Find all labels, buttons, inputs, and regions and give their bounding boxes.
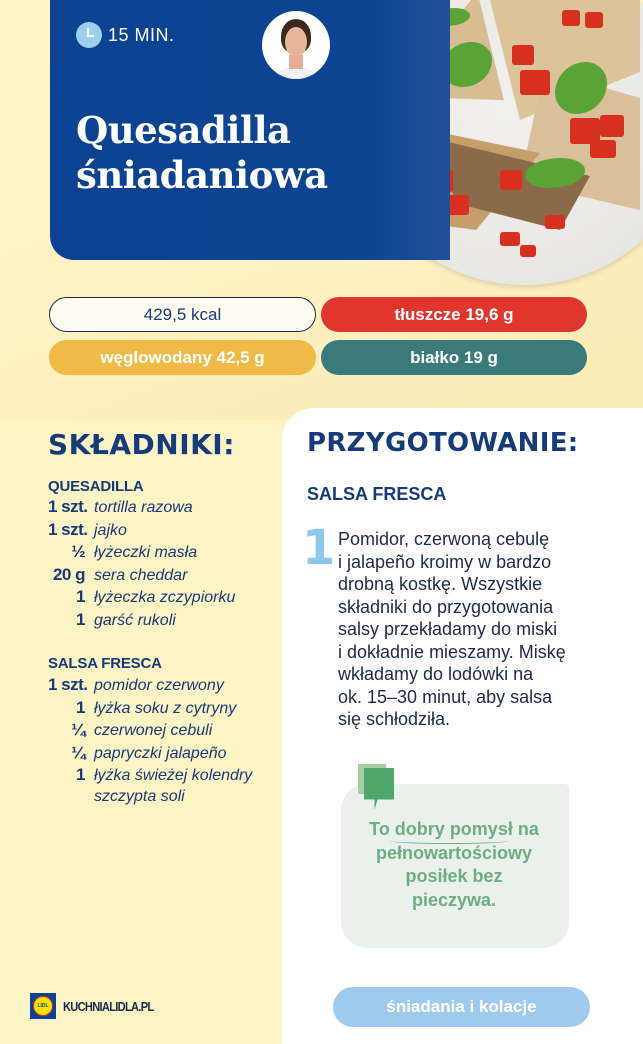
tip-text — [351, 818, 557, 912]
preparation-title: PRZYGOTOWANIE: — [307, 428, 579, 458]
author-avatar — [262, 11, 330, 79]
ingredient-qty: 1 — [76, 609, 85, 629]
ingredient-row — [48, 720, 288, 743]
ingredient-row — [48, 587, 288, 610]
ingredient-name: łyżeczka zczypiorku — [94, 589, 236, 606]
step-line: składniki do przygotowania — [338, 596, 554, 617]
ingredient-row — [48, 788, 288, 811]
tip-line: pełnowartościowy — [375, 842, 533, 863]
ingredient-row — [48, 765, 288, 788]
step-line: i jalapeño kroimy w bardzo — [338, 551, 552, 572]
nutrition-kcal-badge: 429,5 kcal — [49, 297, 316, 332]
ingredient-qty: 1 — [76, 587, 85, 606]
step-line: Pomidor, czerwoną cebulę — [338, 529, 550, 549]
nutrition-fat-badge: tłuszcze 19,6 g — [321, 297, 587, 332]
prep-time — [76, 22, 175, 48]
step-line: drobną kostkę. Wszystkie — [338, 574, 543, 594]
ingredient-row — [48, 497, 288, 520]
lidl-logo-icon — [30, 993, 56, 1019]
ingredient-qty: ½ — [71, 542, 85, 561]
tip-line: To dobry pomysł na — [369, 819, 539, 839]
ingredients-section-quesadilla: QUESADILLA — [48, 478, 144, 495]
ingredient-name: tortilla razowa — [94, 499, 193, 516]
ingredient-name: łyżka soku z cytryny — [94, 699, 237, 717]
nutrition-carbs-badge: węglowodany 42,5 g — [49, 340, 316, 375]
recipe-title-line2: śniadaniowa — [76, 153, 328, 197]
step-line: i dokładnie mieszamy. Miskę — [338, 641, 566, 662]
ingredient-name: łyżka świeżej kolendry — [94, 767, 253, 784]
step-line: salsy przekładamy do miski — [338, 619, 558, 639]
ingredients-section-salsa: SALSA FRESCA — [48, 655, 162, 672]
ingredient-name: sera cheddar — [94, 566, 188, 584]
ingredient-qty: ¼ — [71, 742, 85, 762]
lidl-logo-text: LIDL — [33, 996, 53, 1016]
kuchnia-lidla-logo[interactable] — [30, 993, 169, 1019]
logo-text: KUCHNIALIDLA.PL — [63, 998, 154, 1014]
step-line: się schłodziła. — [338, 709, 451, 729]
ingredient-qty: ¼ — [71, 720, 85, 739]
nutrition-protein-badge: białko 19 g — [321, 340, 587, 375]
ingredient-qty: 1 — [76, 765, 85, 784]
step-text — [338, 528, 588, 731]
ingredient-row — [48, 565, 288, 588]
ingredient-row — [48, 520, 288, 543]
ingredient-qty: 1 szt. — [48, 675, 88, 694]
step-line: ok. 15–30 minut, aby salsa — [338, 686, 553, 707]
ingredient-qty: 1 — [76, 697, 85, 717]
ingredient-row — [48, 698, 288, 721]
ingredient-row — [48, 542, 288, 565]
recipe-title — [76, 108, 328, 198]
ingredient-qty: 1 szt. — [48, 497, 88, 516]
ingredients-title: SKŁADNIKI: — [48, 428, 235, 461]
ingredient-qty: 20 g — [52, 564, 85, 584]
preparation-subtitle: SALSA FRESCA — [307, 484, 447, 504]
category-button[interactable]: śniadania i kolacje — [333, 987, 590, 1027]
prep-time-label: 15 MIN. — [108, 24, 175, 45]
tip-underline-decoration — [390, 838, 508, 844]
ingredient-row — [48, 743, 288, 766]
step-number: 1 — [302, 520, 336, 576]
ingredient-name: jajko — [94, 521, 127, 539]
ingredient-name: garść rukoli — [94, 611, 176, 629]
ingredient-name: łyżeczki masła — [94, 544, 198, 561]
ingredient-row — [48, 675, 288, 698]
ingredient-qty: 1 szt. — [48, 519, 88, 539]
clock-icon — [76, 22, 102, 48]
tip-line: posiłek bez — [405, 866, 503, 886]
ingredient-row — [48, 610, 288, 633]
ingredient-name: papryczki jalapeño — [94, 744, 227, 762]
tip-line: pieczywa. — [411, 889, 497, 910]
ingredient-name: czerwonej cebuli — [94, 722, 213, 739]
ingredient-name: pomidor czerwony — [94, 677, 224, 694]
ingredients-list-salsa — [48, 675, 288, 810]
recipe-title-line1: Quesadilla — [76, 108, 291, 152]
ingredient-name: szczypta soli — [94, 787, 185, 805]
ingredients-list-quesadilla — [48, 497, 288, 632]
step-line: wkładamy do lodówki na — [338, 664, 534, 684]
